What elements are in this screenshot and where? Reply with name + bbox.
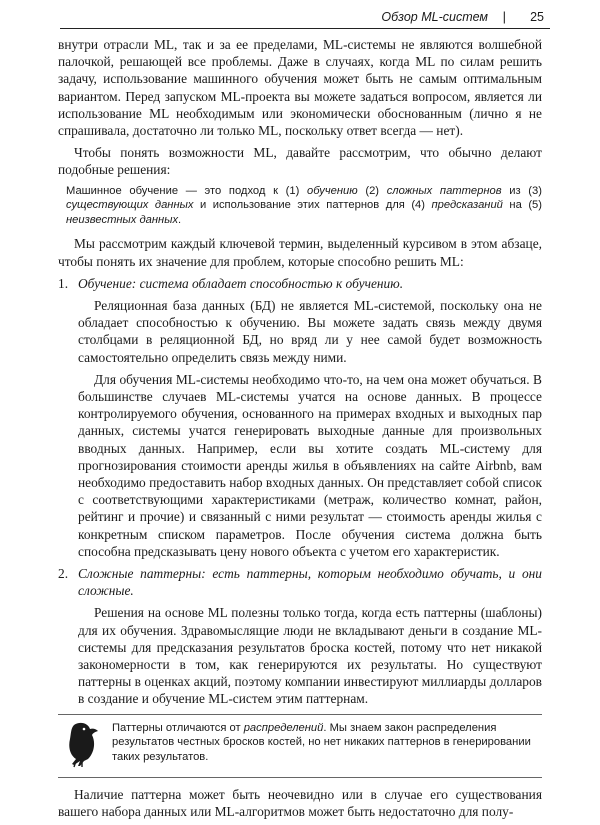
definition-term: обучению	[307, 184, 358, 197]
definition-term: сложных паттернов	[386, 184, 502, 197]
definition-text: Машинное обучение — это подход к (1)	[66, 184, 307, 197]
list-paragraph: Для обучения ML-системы необходимо что-то, на чем она может обучаться. В большинстве случаев ML-системы учатся на основе данных. В процессе контролируемого обучения, основанного на примерах входных и выходных пар данных, системы учатся генерировать выходные данные для произвольных вводных данных. Например, если вы хотите создать ML-систему для прогнозирования стоимости аренды жилья в объявлениях на сайте Airbnb, вам необходимо предоставить набор входных данных. Он представляет собой список с соответствующими характеристиками (метраж, количество комнат, район, рейтинг и прочие) и связанный с ними результат — стоимость аренды жилья с конкретным списком параметров. После обучения система должна быть способна предсказывать цену нового объекта с учетом его характеристик.	[78, 371, 542, 559]
note-term: распределений	[243, 721, 324, 734]
note-text	[112, 721, 542, 765]
definition-text: и использование этих паттернов для (4)	[193, 199, 432, 212]
list-item-title: Обучение: система обладает способностью к обучению.	[78, 275, 404, 291]
list-paragraph: Решения на основе ML полезны только тогда, когда есть паттерны (шаблоны) для их обучения. Здравомыслящие люди не вкладывают деньги в создание ML-системы для предсказания результатов броска костей, потому что нет никакой закономерности в том, как генерируются их результаты. Но существуют паттерны в оценках акций, поэтому компании инвестируют миллиарды долларов в создание и обучение ML-систем этим паттернам.	[78, 605, 542, 707]
paragraph: Наличие паттерна может быть неочевидно или в случае его существования вашего набора данных или ML-алгоритмов может быть недостаточно для полу-	[58, 786, 542, 819]
definition-term: существующих данных	[66, 199, 194, 212]
note-fragment: . Мы знаем закон распределения результатов честных бросков костей, но нет никаких паттернов в генерировании таких результатов.	[112, 721, 531, 763]
list-number: 2.	[58, 566, 69, 582]
note-fragment: Паттерны отличаются от	[112, 721, 244, 734]
paragraph: внутри отрасли ML, так и за ее пределами, ML-системы не являются волшебной палочкой, решающей все проблемы. Даже в случаях, когда ML по силам решить задачу, использование машинного обучения может быть не самым оптимальным вариантом. Перед запуском ML-проекта вы можете задаться вопросом, является ли использование ML необходимым или экономически обоснованным (лично я не спрашивала, достаточно ли только ML, поскольку ответ всегда — нет).	[58, 37, 542, 139]
list-item-title: Сложные паттерны: есть паттерны, которым необходимо обучать, и они сложные.	[78, 566, 542, 599]
paragraph: Чтобы понять возможности ML, давайте рассмотрим, что обычно делают подобные решения:	[58, 145, 542, 178]
paragraph: Мы рассмотрим каждый ключевой термин, выделенный курсивом в этом абзаце, чтобы понять их значение для проблем, которые способно решить ML:	[58, 236, 542, 269]
list-item	[58, 275, 542, 292]
raven-icon	[62, 719, 102, 769]
definition-text: (2)	[357, 184, 387, 197]
header-separator: |	[502, 9, 506, 24]
list-number: 1.	[58, 275, 69, 291]
running-header	[60, 6, 550, 29]
chapter-title: Обзор ML-систем	[381, 10, 488, 24]
definition-text: из (3)	[501, 184, 542, 197]
definition-text: на (5)	[502, 199, 542, 212]
definition-term: предсказаний	[431, 199, 503, 212]
definition-text: .	[178, 213, 182, 226]
definition-block	[66, 184, 542, 228]
page-body	[58, 36, 542, 825]
list-paragraph: Реляционная база данных (БД) не является ML-системой, поскольку она не обладает способностью к обучению. Вы можете задать связь между двумя столбцами в реляционной БД, но вряд ли у нее самой будет возможность самостоятельно определить связь между ними.	[78, 298, 542, 365]
definition-term: неизвестных данных	[66, 213, 179, 226]
list-item	[58, 565, 542, 599]
note-block	[58, 714, 542, 778]
page-number: 25	[530, 10, 544, 24]
